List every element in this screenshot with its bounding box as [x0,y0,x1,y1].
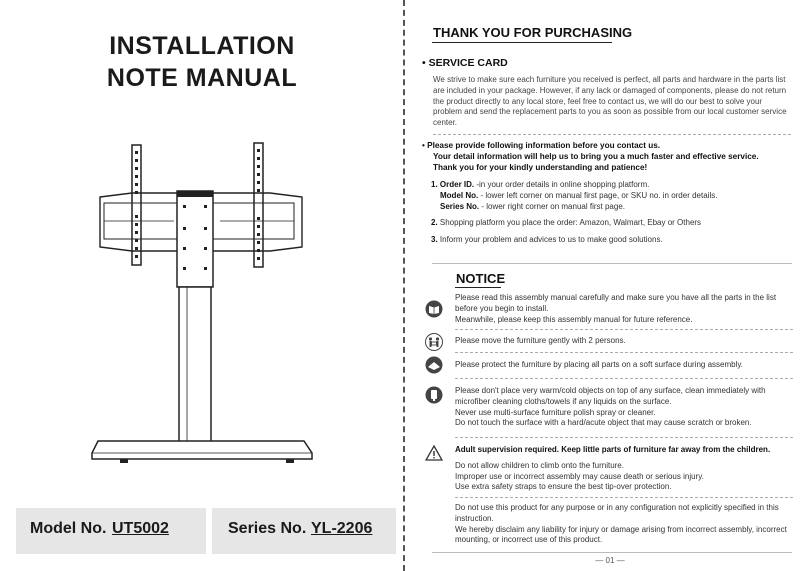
notice-read-manual: Please read this assembly manual carefully and make sure you have all the parts in the list before you begin to install. Meanwhile, please keep this assembly manual for future reference. [455,293,777,324]
list-item: Series No. - lower right corner on manual first page. [440,201,625,211]
list-item: 1. Order ID. -in your order details in online shopping platform. [431,180,650,189]
notice-heading: NOTICE [456,271,506,286]
warning-triangle-icon [425,444,443,462]
list-item: Model No. - lower left corner on manual first page, or SKU no. in order details. [440,190,718,200]
two-persons-icon [425,333,443,351]
list-item: 3. Inform your problem and advices to us to make good solutions. [431,235,663,245]
manual-title [0,30,404,94]
notice-child-safety: Adult supervision required. Keep little parts of furniture far away from the children. Do not allow children to climb onto the furniture. Improper use or incorrect assembly may cause death or serious injury. Use extra safety straps to ensure the best tip-over protection. [455,445,771,492]
model-label: Model No. [30,520,107,537]
tv-stand-illustration [90,135,320,475]
notice-surface-care: Please don't place very warm/cold objects on top of any surface, clean immediately with microfiber cleaning cloths/towels if any liquids on the surface. Never use multi-surface furniture polish spray or cleaner. Do not touch the surface with a hard/acute object that may cause scratch or broken. [455,386,766,428]
service-card-body: We strive to make sure each furniture you received is perfect, all parts and hardware in the parts list are included in your package. However, if any lack or damaged of components, please do not return the product directly to any local store, feel free to contact us, we will do our best to solve your problem and send the replacement parts to you as soon as possible from our local customer service center. [433,75,787,128]
model-value: UT5002 [112,520,169,537]
required-info-list [431,180,791,246]
service-card-heading: • SERVICE CARD [422,57,508,69]
model-series-bar [16,508,396,554]
list-item: 2. Shopping platform you place the order: Amazon, Walmart, Ebay or Others [431,218,702,228]
series-value: YL-2206 [311,520,373,537]
page-number: — 01 — [595,556,625,565]
title-line-2: NOTE MANUAL [106,64,298,92]
series-label: Series No. [228,520,307,537]
thanks-heading: THANK YOU FOR PURCHASING [433,25,633,40]
clean-hand-icon [425,386,443,404]
info-page [420,0,800,571]
page-fold-divider [403,0,405,571]
soft-surface-icon [425,356,443,374]
notice-soft-surface: Please protect the furniture by placing all parts on a soft surface during assembly. [455,360,744,369]
contact-info-request: • Please provide following information before you contact us. Your detail information will help us to bring you a much faster and effective service. Thank you for your kindly understanding and patience! [422,141,759,172]
manual-book-icon [425,300,443,318]
notice-move-gently: Please move the furniture gently with 2 persons. [455,336,626,345]
title-line-1: INSTALLATION [109,32,295,60]
notice-disclaimer: Do not use this product for any purpose or in any configuration not explicitly specified in this instruction. We hereby disclaim any liability for injury or damage arising from incorrect assembly, incorrect mounting, or incorrect use of this product. [455,503,787,545]
